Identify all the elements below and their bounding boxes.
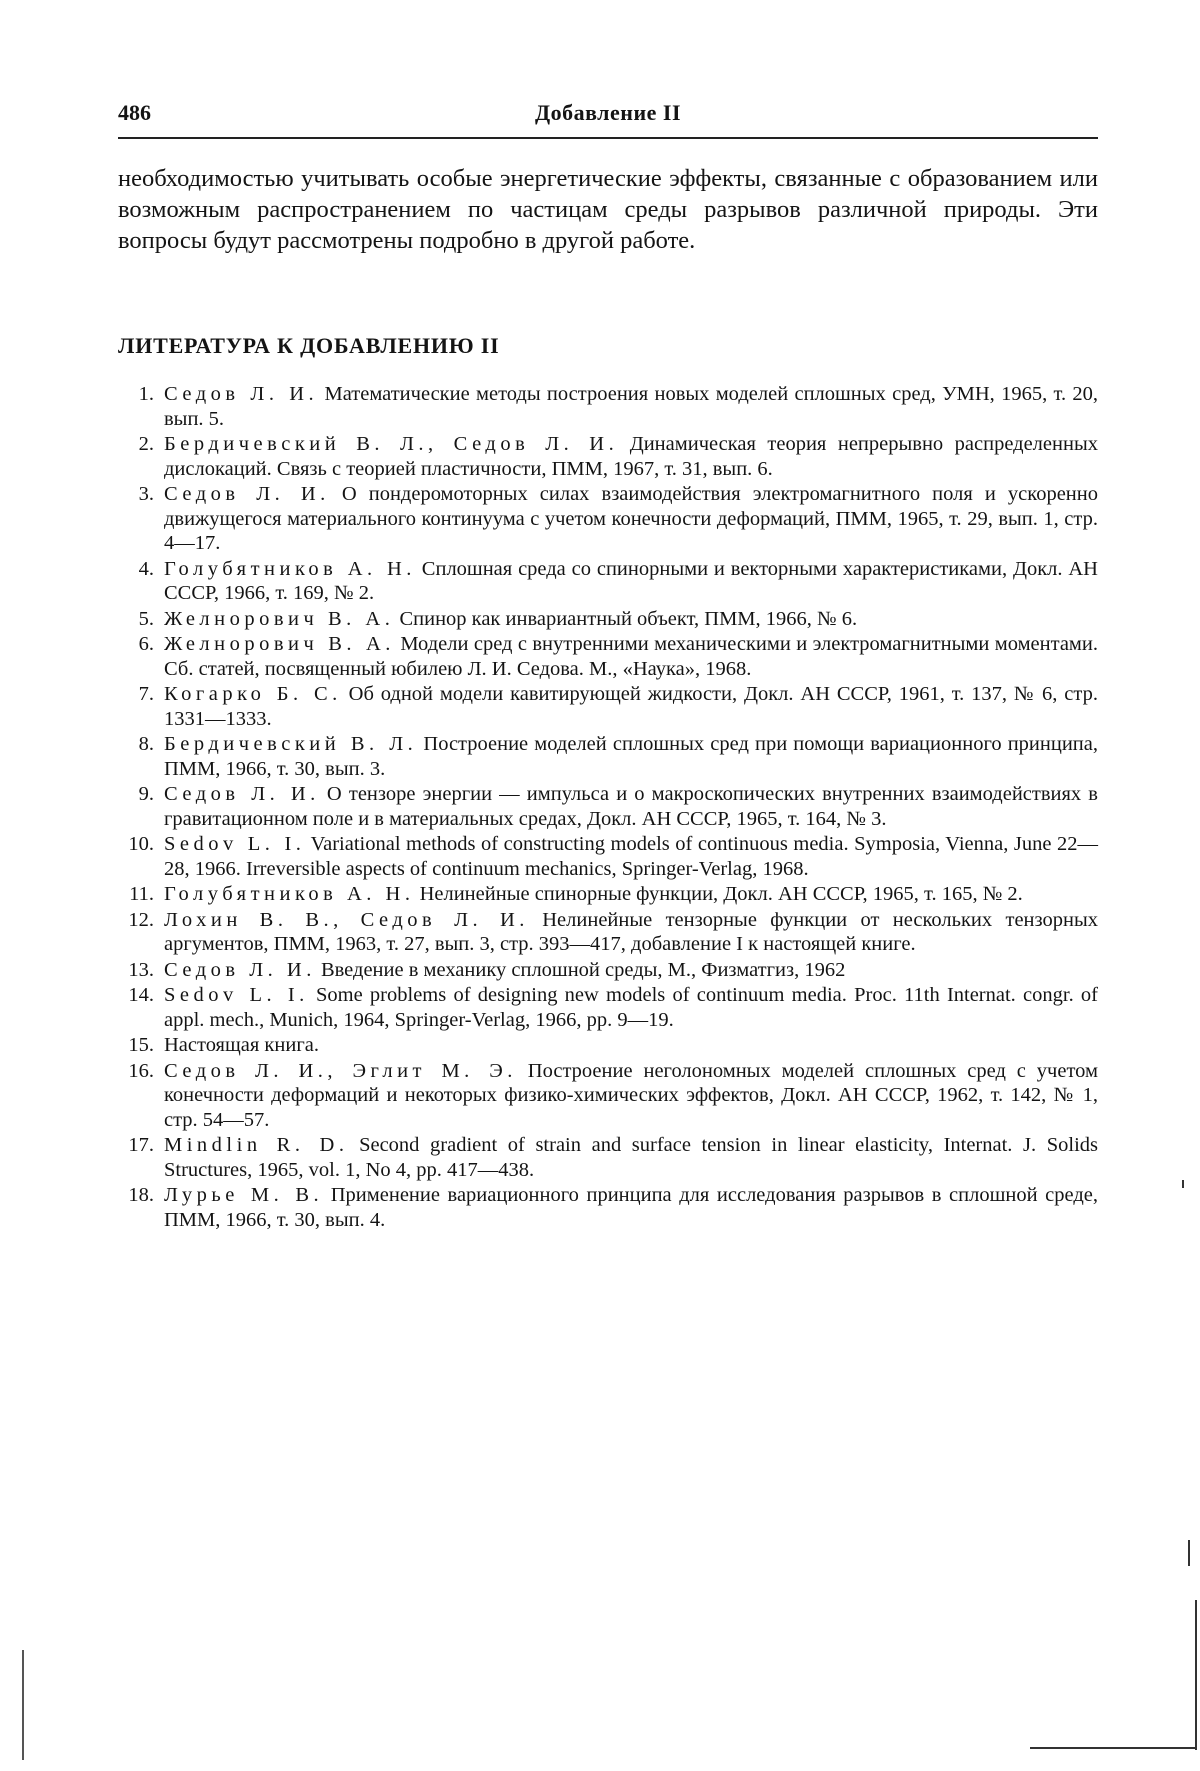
reference-body xyxy=(164,958,1098,983)
reference-number: 13. xyxy=(128,958,154,981)
reference-author: Лурье М. В. xyxy=(164,1184,324,1206)
reference-body xyxy=(164,382,1098,431)
reference-author: Бердичевский В. Л. xyxy=(164,733,418,755)
reference-text: Об одной модели кавитирующей жидкости, Докл. АН СССР, 1961, т. 137, № 6, стр. 1331—1333. xyxy=(164,683,1098,730)
reference-item xyxy=(118,482,1098,556)
reference-author: Желнорович В. А. xyxy=(164,607,395,630)
reference-number: 3. xyxy=(138,483,154,505)
reference-number: 1. xyxy=(138,383,154,405)
reference-author: Седов Л. И. xyxy=(164,383,319,405)
reference-text: Спинор как инвариантный объект, ПММ, 1966, № 6. xyxy=(394,607,858,630)
reference-number: 4. xyxy=(138,557,154,580)
reference-body xyxy=(164,782,1098,831)
reference-text: Динамическая теория непрерывно распределенных дислокаций. Связь с теорией пластичности, ПММ, 1967, т. 31, вып. 6. xyxy=(164,433,1098,480)
reference-number: 18. xyxy=(128,1184,154,1206)
reference-author: Лохин В. В., Седов Л. И. xyxy=(164,908,529,931)
reference-text: Модели сред с внутренними механическими и электромагнитными моментами. Сб. статей, посвященный юбилею Л. И. Седова. М., «Наука», 1968. xyxy=(164,633,1098,680)
reference-body xyxy=(164,908,1098,957)
reference-item xyxy=(118,882,1098,907)
reference-number: 8. xyxy=(138,733,154,755)
reference-author: Sedov L. I. xyxy=(164,833,306,855)
scan-edge-mark xyxy=(22,1650,24,1760)
reference-number: 7. xyxy=(138,683,154,705)
reference-number: 9. xyxy=(138,783,154,805)
reference-item xyxy=(118,1059,1098,1133)
reference-item xyxy=(118,732,1098,781)
scan-edge-mark xyxy=(1195,1600,1197,1750)
scan-edge-mark xyxy=(1182,1180,1184,1188)
reference-body xyxy=(164,1059,1098,1133)
intro-paragraph: необходимостью учитывать особые энергетические эффекты, связанные с образованием или возможным распространением по частицам среды разрывов различной природы. Эти вопросы будут рассмотрены подробно в другой работе. xyxy=(118,165,1098,254)
reference-number: 2. xyxy=(138,433,154,455)
reference-author: Sedov L. I. xyxy=(164,984,309,1006)
reference-body xyxy=(164,482,1098,556)
reference-item xyxy=(118,432,1098,481)
header-rule xyxy=(118,137,1098,139)
reference-text: Применение вариационного принципа для исследования разрывов в сплошной среде, ПММ, 1966, т. 30, вып. 4. xyxy=(164,1184,1099,1231)
reference-body xyxy=(164,682,1098,731)
reference-item xyxy=(118,958,1098,983)
reference-body xyxy=(164,1033,1098,1058)
reference-item xyxy=(118,632,1098,681)
reference-author: Бердичевский В. Л., Седов Л. И. xyxy=(164,433,619,455)
reference-item xyxy=(118,832,1098,881)
reference-text: Нелинейные тензорные функции от нескольких тензорных аргументов, ПММ, 1963, т. 27, вып. 3, стр. 393—417, добавление I к настоящей книге. xyxy=(164,908,1098,955)
reference-number: 6. xyxy=(138,633,154,655)
reference-body xyxy=(164,557,1098,606)
reference-number: 5. xyxy=(138,607,154,630)
reference-body xyxy=(164,432,1098,481)
reference-item xyxy=(118,607,1098,632)
reference-number: 14. xyxy=(128,984,154,1006)
reference-number: 16. xyxy=(128,1059,154,1082)
reference-number: 10. xyxy=(128,833,154,855)
reference-item xyxy=(118,782,1098,831)
reference-body xyxy=(164,607,1098,632)
reference-body xyxy=(164,882,1098,907)
reference-text: Second gradient of strain and surface tension in linear elasticity, Internat. J. Solids Structures, 1965, vol. 1, No 4, pp. 417—438. xyxy=(164,1134,1098,1181)
reference-author: Голубятников А. Н. xyxy=(164,557,416,580)
reference-author: Голубятников А. Н. xyxy=(164,883,415,905)
reference-text: О тензоре энергии — импульса и о макроскопических внутренних взаимодействиях в гравитационном поле и в материальных средах, Докл. АН СССР, 1965, т. 164, № 3. xyxy=(164,783,1098,830)
reference-author: Седов Л. И., Эглит М. Э. xyxy=(164,1059,517,1082)
reference-number: 17. xyxy=(128,1134,154,1156)
reference-text: О пондеромоторных силах взаимодействия электромагнитного поля и ускоренно движущегося материального континуума с учетом конечности деформаций, ПММ, 1965, т. 29, вып. 1, стр. 4—17. xyxy=(164,483,1098,554)
reference-body xyxy=(164,1183,1098,1232)
scan-edge-mark xyxy=(1188,1540,1190,1566)
reference-author: Желнорович В. А. xyxy=(164,633,395,655)
page-number: 486 xyxy=(118,100,151,125)
page-header xyxy=(118,96,1098,130)
reference-author: Когарко Б. С. xyxy=(164,683,342,705)
reference-text: Построение неголономных моделей сплошных сред с учетом конечности деформаций и некоторых физико-химических эффектов, Докл. АН СССР, 1962, т. 142, № 1, стр. 54—57. xyxy=(164,1059,1098,1131)
running-head: Добавление II xyxy=(534,100,682,125)
reference-body xyxy=(164,632,1098,681)
reference-author: Седов Л. И. xyxy=(164,958,316,981)
reference-number: 15. xyxy=(128,1034,154,1056)
reference-author: Седов Л. И. xyxy=(164,483,330,505)
reference-number: 11. xyxy=(129,883,154,905)
reference-text: Some problems of designing new models of continuum media. Proc. 11th Internat. congr. of appl. mech., Munich, 1964, Springer-Verlag, 1966, pp. 9—19. xyxy=(164,984,1098,1031)
reference-text: Построение моделей сплошных сред при помощи вариационного принципа, ПММ, 1966, т. 30, вып. 3. xyxy=(164,733,1098,780)
reference-item xyxy=(118,1133,1098,1182)
reference-author: Седов Л. И. xyxy=(164,783,320,805)
reference-list xyxy=(118,382,1098,1233)
reference-body xyxy=(164,732,1098,781)
reference-text: Настоящая книга. xyxy=(164,1034,319,1056)
reference-item xyxy=(118,557,1098,606)
scan-edge-mark xyxy=(1030,1747,1195,1749)
section-heading: ЛИТЕРАТУРА К ДОБАВЛЕНИЮ II xyxy=(118,333,500,358)
reference-item xyxy=(118,1033,1098,1058)
reference-text: Variational methods of constructing models of continuous media. Symposia, Vienna, June 22—28, 1966. Irreversible aspects of continuum mechanics, Springer-Verlag, 1968. xyxy=(164,833,1099,880)
reference-number: 12. xyxy=(128,908,154,931)
reference-author: Mindlin R. D. xyxy=(164,1134,349,1156)
reference-item xyxy=(118,983,1098,1032)
reference-item xyxy=(118,908,1098,957)
reference-text: Введение в механику сплошной среды, М., Физматгиз, 1962 xyxy=(315,958,846,981)
reference-text: Нелинейные спинорные функции, Докл. АН СССР, 1965, т. 165, № 2. xyxy=(414,883,1023,905)
reference-body xyxy=(164,1133,1098,1182)
reference-body xyxy=(164,832,1098,881)
reference-item xyxy=(118,682,1098,731)
reference-item xyxy=(118,382,1098,431)
reference-body xyxy=(164,983,1098,1032)
reference-text: Сплошная среда со спинорными и векторными характеристиками, Докл. АН СССР, 1966, т. 169, № 2. xyxy=(164,557,1098,604)
reference-item xyxy=(118,1183,1098,1232)
reference-text: Математические методы построения новых моделей сплошных сред, УМН, 1965, т. 20, вып. 5. xyxy=(164,383,1098,430)
